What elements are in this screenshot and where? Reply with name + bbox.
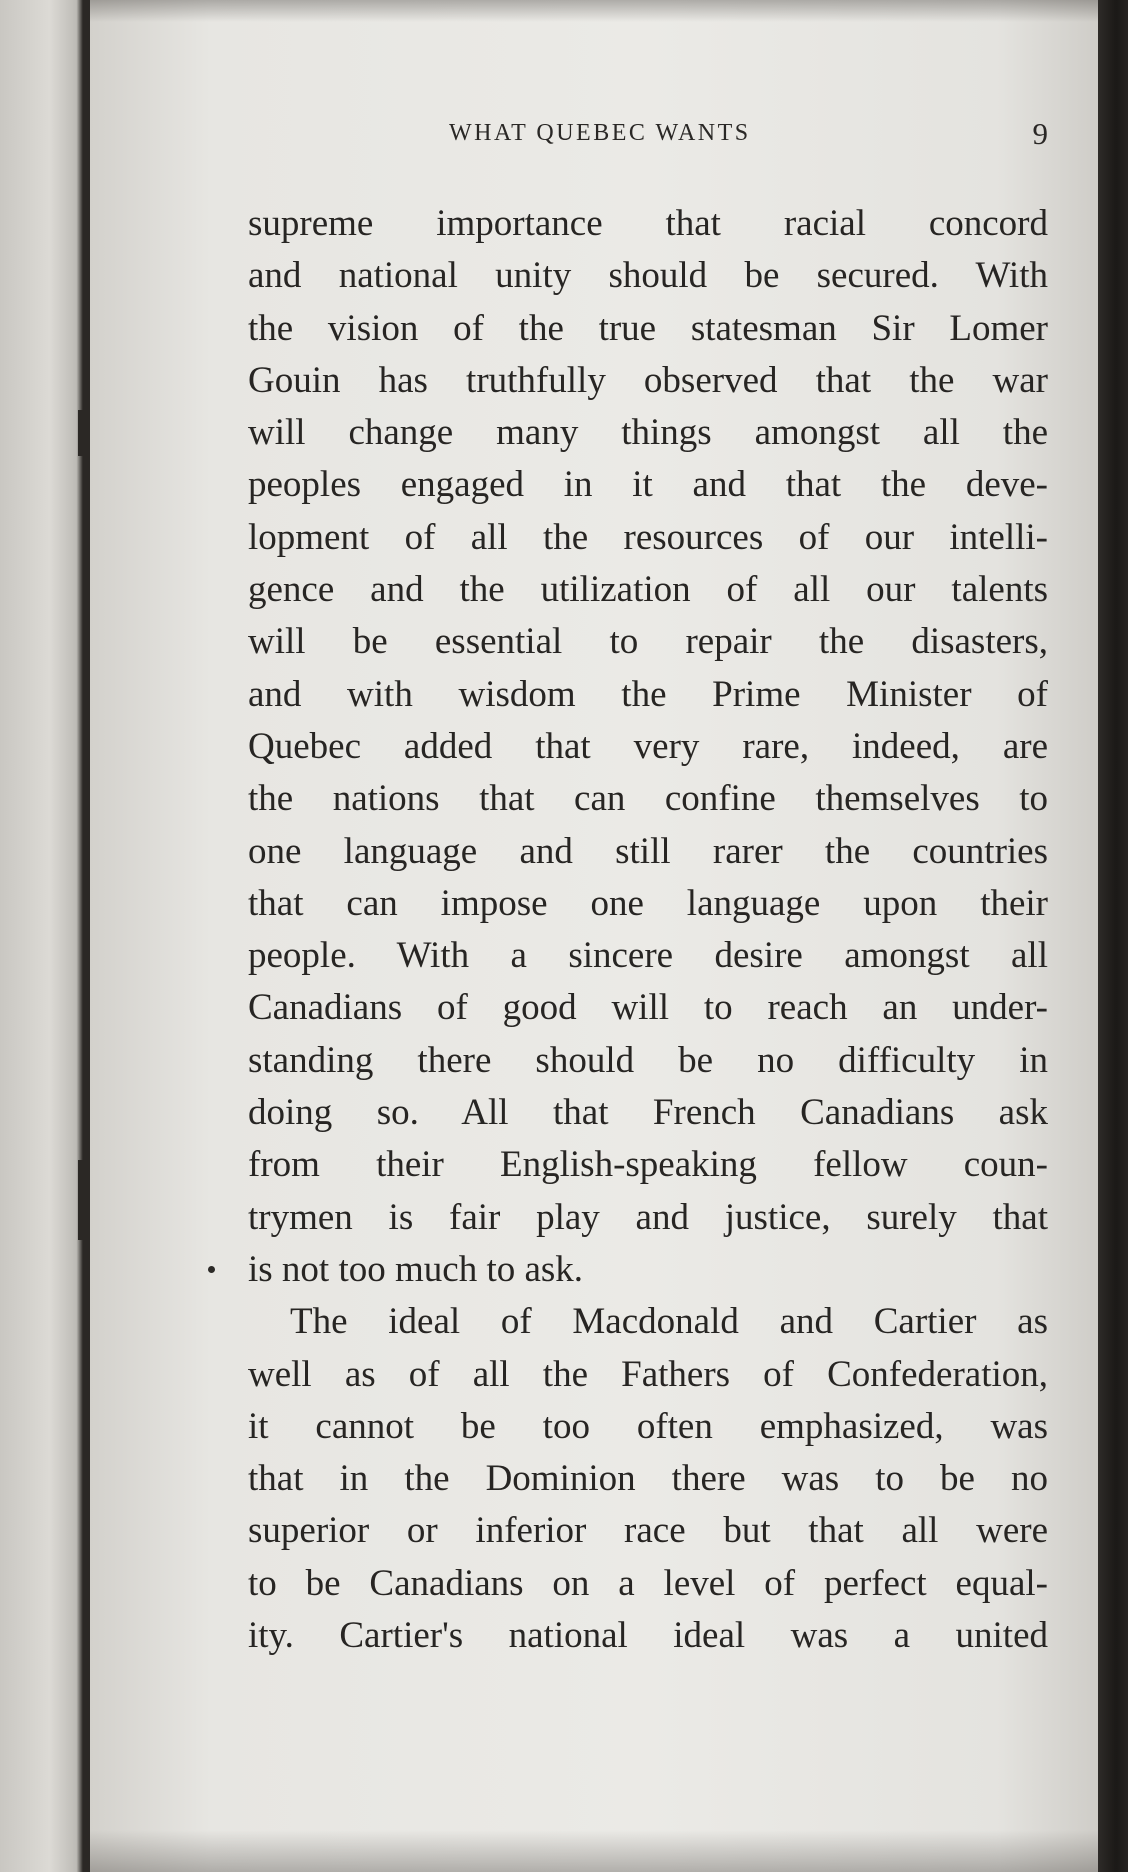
gutter-mark (78, 1160, 84, 1240)
text-line: ity. Cartier's national ideal was a united (248, 1615, 1048, 1657)
page-right-edge (1098, 0, 1128, 1872)
page-header (248, 116, 1048, 156)
text-line: it cannot be too often emphasized, was (248, 1405, 1048, 1447)
text-line: from their English-speaking fellow coun- (248, 1144, 1048, 1186)
text-line: superior or inferior race but that all were (248, 1510, 1048, 1552)
body-text (248, 198, 1048, 1662)
text-line: Gouin has truthfully observed that the war (248, 359, 1048, 401)
page-bottom-shadow (90, 1830, 1098, 1872)
text-line: Canadians of good will to reach an under- (248, 987, 1048, 1029)
text-line: supreme importance that racial concord (248, 203, 1048, 244)
paragraph-last-line: is not too much to ask. (248, 1248, 584, 1290)
text-line: the nations that can confine themselves to (248, 778, 1048, 820)
text-line: trymen is fair play and justice, surely that (248, 1196, 1048, 1238)
text-line: to be Canadians on a level of perfect equal- (248, 1562, 1048, 1604)
text-line: peoples engaged in it and that the deve- (248, 464, 1048, 506)
facing-page-edge (0, 0, 90, 1872)
running-head: WHAT QUEBEC WANTS (449, 120, 751, 146)
text-line: lopment of all the resources of our intelli- (248, 516, 1048, 558)
text-line: well as of all the Fathers of Confederation, (248, 1353, 1048, 1395)
text-line: one language and still rarer the countries (248, 830, 1048, 872)
text-line: Quebec added that very rare, indeed, are (248, 725, 1048, 767)
text-line: will be essential to repair the disasters, (248, 621, 1048, 663)
text-line: that in the Dominion there was to be no (248, 1458, 1048, 1500)
text-line: the vision of the true statesman Sir Lomer (248, 307, 1048, 349)
stray-ink-dot (208, 1266, 215, 1273)
paragraph-first-line: The ideal of Macdonald and Cartier as (290, 1301, 1048, 1343)
text-line: that can impose one language upon their (248, 882, 1048, 924)
text-line: will change many things amongst all the (248, 412, 1048, 454)
gutter-mark (78, 410, 84, 456)
text-line: standing there should be no difficulty in (248, 1039, 1048, 1081)
page-top-shadow (90, 0, 1098, 22)
text-line: and national unity should be secured. With (248, 255, 1048, 297)
text-line: gence and the utilization of all our talents (248, 569, 1048, 611)
text-line: and with wisdom the Prime Minister of (248, 673, 1048, 715)
text-line: doing so. All that French Canadians ask (248, 1092, 1048, 1134)
page-number: 9 (1032, 116, 1048, 151)
text-line: people. With a sincere desire amongst all (248, 935, 1048, 977)
book-gutter (83, 0, 90, 1872)
